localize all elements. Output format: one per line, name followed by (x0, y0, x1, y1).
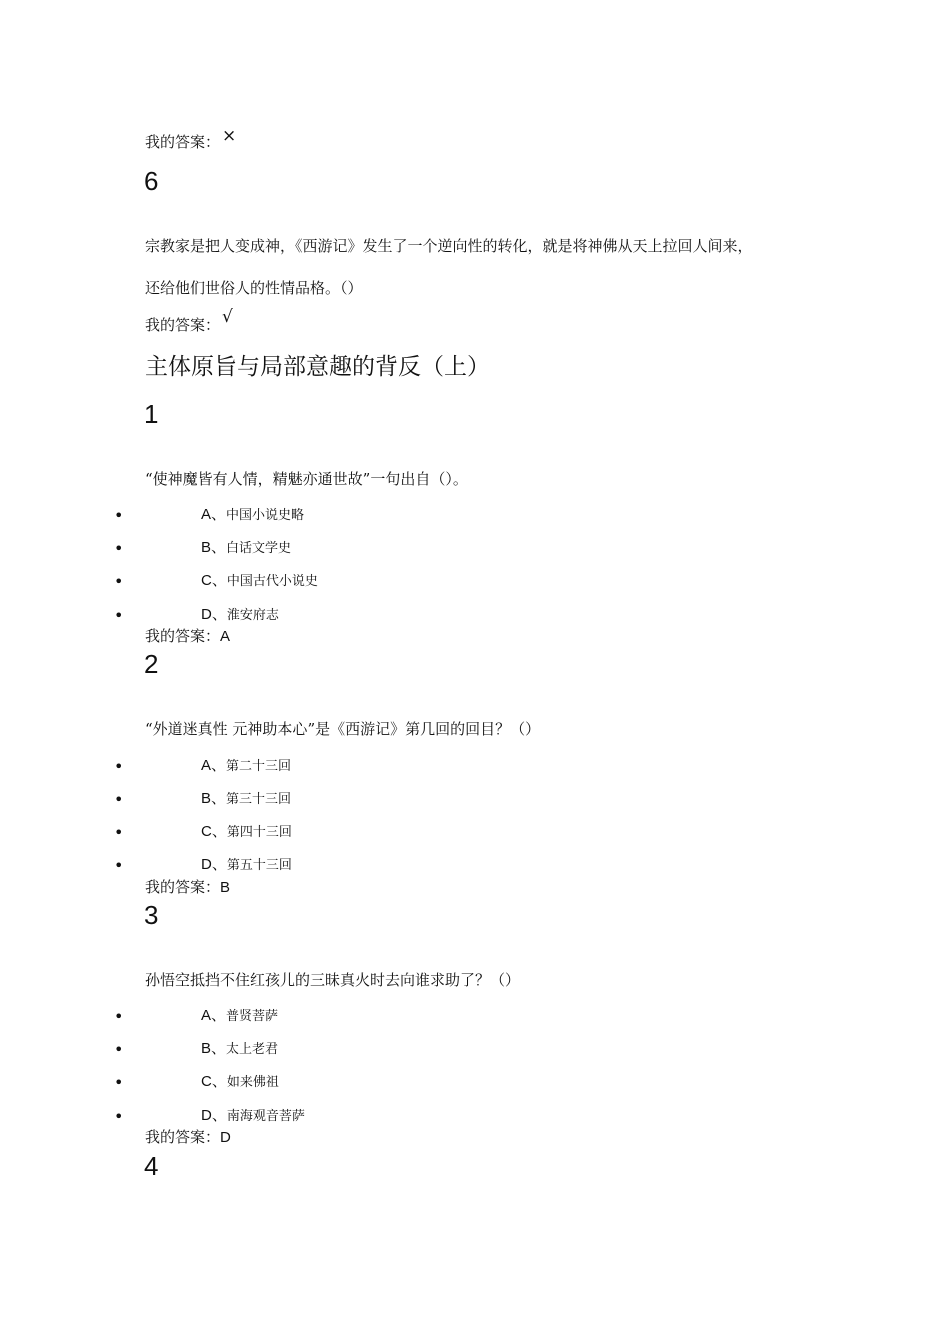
question-stem-3: 孙悟空抵挡不住红孩儿的三昧真火时去向谁求助了？（） (145, 971, 521, 989)
option-1d (201, 605, 279, 626)
answer-line-6 (145, 307, 233, 335)
option-1c (201, 571, 318, 592)
bullet-icon: • (114, 790, 124, 809)
question-number-3: 3 (144, 900, 159, 930)
bullet-icon: • (114, 1073, 124, 1092)
option-3c (201, 1072, 279, 1093)
option-letter: C、 (201, 572, 227, 589)
option-letter: A、 (201, 506, 227, 523)
option-letter: A、 (201, 1007, 227, 1024)
option-text: 第四十三回 (226, 825, 292, 840)
question-stem-1: “使神魔皆有人情，精魅亦通世故”一句出自（）。 (145, 470, 468, 488)
question-stem-6-line2: 还给他们世俗人的性情品格。（） (145, 279, 363, 297)
answer-value: A (220, 628, 231, 645)
question-number-1: 1 (144, 399, 159, 429)
option-letter: D、 (201, 856, 227, 873)
bullet-icon: • (114, 539, 124, 558)
option-2d (201, 855, 292, 876)
option-letter: C、 (201, 1073, 227, 1090)
bullet-icon: • (114, 606, 124, 625)
answer-label: 我的答案： (145, 878, 221, 896)
option-text: 第五十三回 (226, 858, 292, 873)
answer-value: B (220, 879, 231, 896)
answer-line-2 (145, 877, 230, 898)
bullet-icon: • (114, 757, 124, 776)
answer-label: 我的答案： (145, 316, 221, 334)
option-3b (201, 1039, 278, 1060)
bullet-icon: • (114, 1040, 124, 1059)
option-text: 白话文学史 (226, 541, 292, 556)
option-text: 南海观音菩萨 (226, 1109, 305, 1124)
option-text: 第二十三回 (226, 759, 292, 774)
question-stem-6-line1: 宗教家是把人变成神，《西游记》发生了一个逆向性的转化，就是将神佛从天上拉回人间来， (145, 237, 753, 255)
option-2a (201, 756, 291, 777)
option-3d (201, 1106, 305, 1127)
bullet-icon: • (114, 856, 124, 875)
option-letter: D、 (201, 606, 227, 623)
question-number-2: 2 (144, 649, 159, 679)
option-1b (201, 538, 291, 559)
bullet-icon: • (114, 1107, 124, 1126)
wrong-mark-icon: × (222, 126, 237, 146)
option-text: 中国古代小说史 (226, 574, 318, 589)
section-title: 主体原旨与局部意趣的背反（上） (145, 354, 490, 380)
option-text: 普贤菩萨 (226, 1009, 279, 1024)
answer-label: 我的答案： (145, 627, 221, 645)
answer-line-1 (145, 626, 230, 647)
option-2c (201, 822, 292, 843)
question-number-4: 4 (144, 1151, 159, 1181)
check-mark-icon: √ (222, 307, 233, 327)
option-text: 中国小说史略 (226, 508, 305, 523)
answer-label: 我的答案： (145, 133, 221, 151)
bullet-icon: • (114, 1007, 124, 1026)
option-letter: B、 (201, 539, 227, 556)
answer-value: D (220, 1129, 231, 1146)
option-text: 淮安府志 (226, 608, 279, 623)
answer-line-3 (145, 1127, 231, 1148)
answer-line-prev-5 (145, 126, 237, 152)
option-letter: B、 (201, 1040, 227, 1057)
question-number-6: 6 (144, 166, 159, 196)
answer-label: 我的答案： (145, 1128, 221, 1146)
bullet-icon: • (114, 506, 124, 525)
option-2b (201, 789, 291, 810)
option-letter: C、 (201, 823, 227, 840)
question-stem-2: “外道迷真性 元神助本心”是《西游记》第几回的回目？（） (145, 720, 541, 738)
option-1a (201, 505, 304, 526)
option-letter: B、 (201, 790, 227, 807)
bullet-icon: • (114, 823, 124, 842)
option-letter: D、 (201, 1107, 227, 1124)
bullet-icon: • (114, 572, 124, 591)
option-letter: A、 (201, 757, 227, 774)
option-3a (201, 1006, 278, 1027)
option-text: 第三十三回 (226, 792, 292, 807)
option-text: 太上老君 (226, 1042, 279, 1057)
option-text: 如来佛祖 (226, 1075, 279, 1090)
